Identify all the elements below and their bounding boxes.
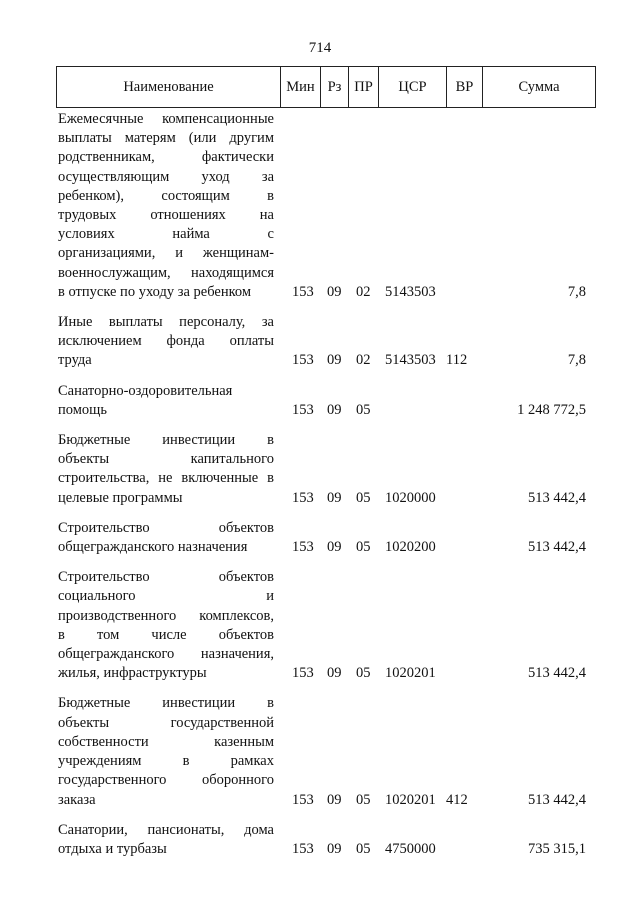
row-min: 153 (292, 665, 314, 682)
row-pr: 05 (356, 539, 371, 556)
row-name-line: в том числе объектов (58, 626, 274, 643)
row-codes (58, 840, 596, 859)
row-codes (58, 791, 596, 810)
row-sum: 513 442,4 (528, 791, 586, 808)
row-sum: 513 442,4 (528, 539, 586, 556)
row-name-line: целевые программы (58, 489, 183, 506)
row-name (58, 110, 274, 302)
row-rz: 09 (327, 489, 342, 506)
row-codes (58, 401, 596, 420)
row-codes (58, 538, 596, 557)
row-sum: 513 442,4 (528, 489, 586, 506)
row-name-line: производственного комплексов, (58, 607, 274, 624)
row-rz: 09 (327, 283, 342, 300)
row-name-line: условиях найма с (58, 226, 274, 243)
row-min: 153 (292, 791, 314, 808)
table-row (58, 821, 596, 859)
row-name-line: трудовых отношениях на (58, 207, 274, 224)
row-name-line: строительства, не включенные в (58, 470, 274, 487)
row-min: 153 (292, 401, 314, 418)
row-rz: 09 (327, 539, 342, 556)
row-name-line: осуществляющим уход за (58, 168, 274, 185)
row-min: 153 (292, 283, 314, 300)
row-pr: 02 (356, 352, 371, 369)
row-name-line: социального и (58, 588, 274, 605)
row-csr: 5143503 (385, 352, 436, 369)
row-csr: 5143503 (385, 283, 436, 300)
row-name-line: труда (58, 352, 92, 369)
row-name-line: государственного оборонного (58, 772, 274, 789)
row-pr: 05 (356, 401, 371, 418)
row-rz: 09 (327, 840, 342, 857)
row-sum: 1 248 772,5 (517, 401, 586, 418)
row-csr: 1020201 (385, 791, 436, 808)
header-min: Мин (281, 67, 321, 107)
row-name-line: военнослужащим, находящимся (58, 264, 274, 281)
table-row (58, 694, 596, 809)
row-name-line: отдыха и турбазы (58, 840, 167, 857)
row-sum: 735 315,1 (528, 840, 586, 857)
row-sum: 7,8 (567, 352, 586, 369)
row-codes (58, 489, 596, 508)
table-header (56, 66, 596, 108)
table-row (58, 568, 596, 683)
table-row (58, 313, 596, 371)
table-row (58, 382, 596, 420)
row-name-line: Санаторно-оздоровительная (58, 382, 233, 399)
row-name-line: Ежемесячные компенсационные (58, 111, 274, 127)
row-pr: 05 (356, 791, 371, 808)
row-name-line: общегражданского назначения (58, 539, 248, 556)
row-rz: 09 (327, 352, 342, 369)
row-pr: 05 (356, 665, 371, 682)
row-name-line: жилья, инфраструктуры (58, 665, 207, 682)
row-name-line: заказа (58, 791, 96, 808)
row-rz: 09 (327, 791, 342, 808)
table-row (58, 431, 596, 508)
header-rz: Рз (321, 67, 349, 107)
row-name-line: ребенком), состоящим в (58, 187, 274, 204)
row-name-line: Иные выплаты персоналу, за (58, 314, 274, 331)
row-name-line: организациями, и женщинам- (58, 245, 274, 262)
row-csr: 1020200 (385, 539, 436, 556)
row-rz: 09 (327, 665, 342, 682)
row-name-line: исключением фонда оплаты (58, 333, 274, 350)
row-min: 153 (292, 539, 314, 556)
header-sum: Сумма (518, 78, 560, 95)
row-vr: 112 (446, 352, 468, 369)
row-name-line: Бюджетные инвестиции в (58, 695, 274, 712)
row-pr: 05 (356, 840, 371, 857)
row-name-line: Санатории, пансионаты, дома (58, 821, 274, 838)
row-name-line: собственности казенным (58, 733, 274, 750)
row-name-line: в отпуске по уходу за ребенком (58, 283, 252, 300)
row-pr: 05 (356, 489, 371, 506)
row-sum: 7,8 (567, 283, 586, 300)
row-sum: 513 442,4 (528, 665, 586, 682)
header-pr: ПР (349, 67, 379, 107)
row-name-line: родственникам, фактически (58, 149, 274, 166)
header-name: Наименование (57, 67, 281, 107)
header-csr: ЦСР (379, 67, 447, 107)
table-row (58, 519, 596, 557)
row-name-line: Строительство объектов (58, 569, 274, 586)
row-name-line: общегражданского назначения, (58, 646, 274, 663)
row-name-line: объекты государственной (58, 714, 274, 731)
row-min: 153 (292, 840, 314, 857)
row-codes (58, 283, 596, 302)
row-name-line: объекты капитального (58, 451, 274, 468)
table-row (58, 110, 596, 302)
row-codes (58, 664, 596, 683)
row-name-line: Бюджетные инвестиции в (58, 432, 274, 449)
page-number: 714 (308, 40, 332, 56)
row-name-line: помощь (58, 401, 107, 418)
row-pr: 02 (356, 283, 371, 300)
row-csr: 1020201 (385, 665, 436, 682)
row-min: 153 (292, 489, 314, 506)
row-name-line: учреждениям в рамках (58, 753, 274, 770)
row-vr: 412 (446, 791, 468, 808)
row-codes (58, 352, 596, 371)
row-csr: 1020000 (385, 489, 436, 506)
row-name-line: Строительство объектов (58, 519, 274, 536)
row-name-line: выплаты матерям (или другим (58, 130, 274, 147)
header-vr: ВР (447, 67, 483, 107)
table-body (58, 110, 596, 870)
row-rz: 09 (327, 401, 342, 418)
row-min: 153 (292, 352, 314, 369)
row-csr: 4750000 (385, 840, 436, 857)
